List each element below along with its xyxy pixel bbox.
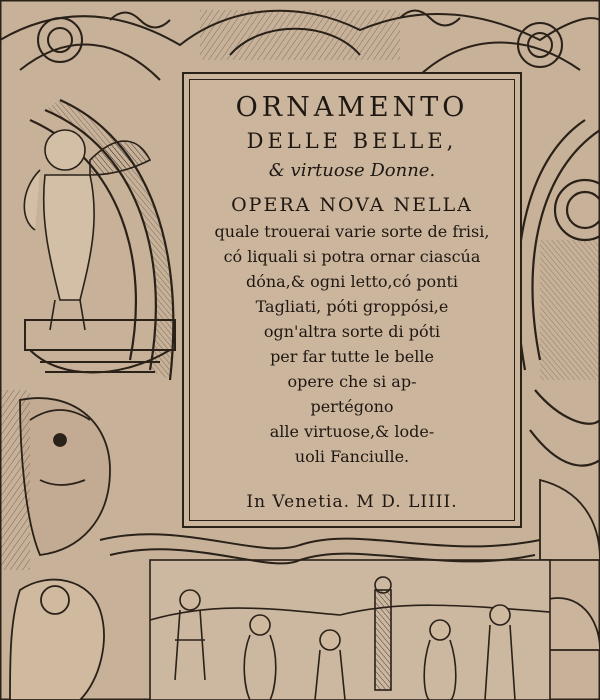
- left-lower-figure: [10, 580, 104, 700]
- body-line: quale trouerai varie sorte de frisi,: [214, 222, 490, 241]
- body-line: per far tutte le belle: [270, 347, 434, 366]
- title-cartouche: [182, 72, 522, 528]
- body-line: ogn'altra sorte di póti: [263, 322, 441, 341]
- grotesque-mask: [20, 398, 110, 555]
- body-line: có liquali si potra ornar ciascúa: [223, 247, 481, 266]
- imprint: In Venetia. M D. LIIII.: [246, 492, 458, 512]
- bottom-scene: [150, 560, 550, 700]
- title-line-2: DELLE BELLE,: [246, 129, 458, 153]
- body-line: alle virtuose,& lode-: [269, 422, 435, 441]
- body-line: uoli Fanciulle.: [294, 447, 410, 466]
- body-line: pertégono: [310, 397, 394, 416]
- body-line: dóna,& ogni letto,có ponti: [245, 272, 459, 291]
- body-line: OPERA NOVA NELLA: [231, 194, 473, 216]
- title-line-3: & virtuose Donne.: [268, 160, 436, 181]
- body-line: Tagliati, póti groppósi,e: [255, 297, 449, 316]
- body-line: opere che si ap-: [287, 372, 417, 391]
- title-line-1: ORNAMENTO: [235, 92, 469, 123]
